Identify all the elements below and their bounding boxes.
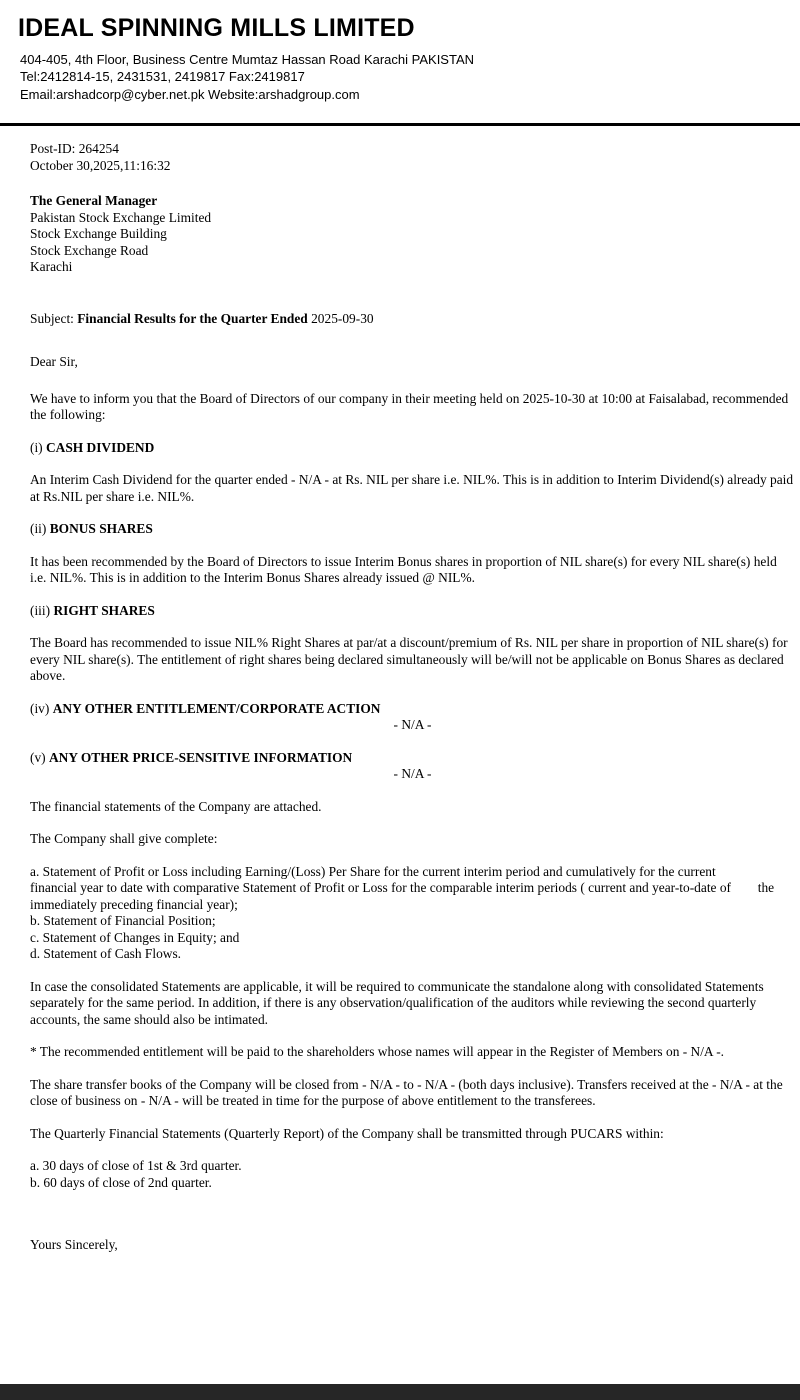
- company-name: IDEAL SPINNING MILLS LIMITED: [18, 14, 415, 42]
- other-entitlement-na: - N/A -: [393, 717, 432, 733]
- section-heading-right-shares: [30, 603, 795, 620]
- statement-list: [30, 864, 795, 963]
- section-number: (iv): [30, 700, 50, 716]
- pucars-list: [30, 1158, 795, 1191]
- statement-item-a: a. Statement of Profit or Loss including Earning/(Loss) Per Share for the current interim period and cumulatively for the current financial year to date with comparative Statement of Profit or Loss for the comparable interim periods ( current and year-to-date of the immediately preceding financial year);: [30, 863, 778, 912]
- company-email-website: Email:arshadcorp@cyber.net.pk Website:arshadgroup.com: [20, 86, 360, 102]
- transfer-books-note: The share transfer books of the Company will be closed from - N/A - to - N/A - (both days inclusive). Transfers received at the - N/A - at the close of business on - N/A - will be treated in time for the purpose of above entitlement to the transferees.: [30, 1076, 783, 1109]
- footer-bar: [0, 1384, 800, 1400]
- recipient-line: Karachi: [30, 259, 73, 275]
- subject-label: Subject:: [30, 310, 74, 326]
- section-number: (v): [30, 749, 46, 765]
- company-phone-fax: Tel:2412814-15, 2431531, 2419817 Fax:2419817: [20, 69, 305, 85]
- section-title: ANY OTHER ENTITLEMENT/CORPORATE ACTION: [52, 700, 381, 716]
- section-title: RIGHT SHARES: [53, 602, 155, 618]
- pucars-item-a: a. 30 days of close of 1st & 3rd quarter.: [30, 1158, 242, 1174]
- recipient-line: Stock Exchange Building: [30, 226, 167, 242]
- company-address: 404-405, 4th Floor, Business Centre Mumtaz Hassan Road Karachi PAKISTAN: [20, 51, 475, 67]
- recipient-line: Stock Exchange Road: [30, 242, 149, 258]
- complete-intro: The Company shall give complete:: [30, 831, 218, 847]
- post-id: Post-ID: 264254: [30, 141, 119, 157]
- statement-item-b: b. Statement of Financial Position;: [30, 913, 216, 929]
- section-text-right-shares: The Board has recommended to issue NIL% Right Shares at par/at a discount/premium of Rs. NIL per share in proportion of NIL share(s) for every NIL share(s). The entitlement of right shares being declared simultaneously will be/will not be applicable on Bonus Shares as declared above.: [30, 635, 788, 684]
- section-heading-cash-dividend: [30, 440, 795, 457]
- section-heading-price-sensitive: [30, 750, 795, 767]
- statement-item-c: c. Statement of Changes in Equity; and: [30, 929, 240, 945]
- recipient-line: Pakistan Stock Exchange Limited: [30, 209, 212, 225]
- section-heading-other-entitlement: [30, 701, 795, 718]
- attachments-note: The financial statements of the Company are attached.: [30, 798, 322, 814]
- section-heading-bonus-shares: [30, 521, 795, 538]
- subject-line: [30, 311, 795, 328]
- section-number: (ii): [30, 521, 47, 537]
- statement-item-d: d. Statement of Cash Flows.: [30, 946, 182, 962]
- post-timestamp: October 30,2025,11:16:32: [30, 157, 171, 173]
- section-number: (iii): [30, 602, 51, 618]
- subject-date: 2025-09-30: [311, 310, 374, 326]
- section-title: BONUS SHARES: [49, 521, 153, 537]
- letter-body: [0, 126, 800, 1254]
- section-text-bonus-shares: It has been recommended by the Board of Directors to issue Interim Bonus shares in proportion of NIL share(s) for every NIL share(s) held i.e. NIL%. This is in addition to the Interim Bonus Shares already issued @ NIL%.: [30, 553, 777, 586]
- pucars-item-b: b. 60 days of close of 2nd quarter.: [30, 1174, 212, 1190]
- section-text-cash-dividend: An Interim Cash Dividend for the quarter ended - N/A - at Rs. NIL per share i.e. NIL%. This is in addition to Interim Dividend(s) already paid at Rs.NIL per share i.e. NIL%.: [30, 472, 794, 504]
- consolidated-note: In case the consolidated Statements are applicable, it will be required to communicate the standalone along with consolidated Statements separately for the same period. In addition, if there is any observation/qualification of the auditors while reviewing the second quarterly accounts, the same should also be intimated.: [30, 978, 764, 1027]
- salutation: Dear Sir,: [30, 354, 78, 370]
- letterhead: [0, 0, 800, 103]
- closing-salutation: Yours Sincerely,: [30, 1237, 118, 1253]
- recipient-title: The General Manager: [30, 193, 158, 209]
- section-number: (i): [30, 439, 43, 455]
- intro-paragraph: We have to inform you that the Board of Directors of our company in their meeting held on 2025-10-30 at 10:00 at Faisalabad, recommended the following:: [30, 390, 789, 423]
- section-title: CASH DIVIDEND: [46, 439, 155, 455]
- post-meta: [30, 141, 795, 174]
- recipient-block: [30, 193, 795, 276]
- subject-title: Financial Results for the Quarter Ended: [77, 310, 308, 326]
- entitlement-note: * The recommended entitlement will be paid to the shareholders whose names will appear in the Register of Members on - N/A -.: [30, 1044, 725, 1060]
- section-title: ANY OTHER PRICE-SENSITIVE INFORMATION: [48, 749, 353, 765]
- price-sensitive-na: - N/A -: [393, 766, 432, 782]
- pucars-intro: The Quarterly Financial Statements (Quarterly Report) of the Company shall be transmitted through PUCARS within:: [30, 1125, 664, 1141]
